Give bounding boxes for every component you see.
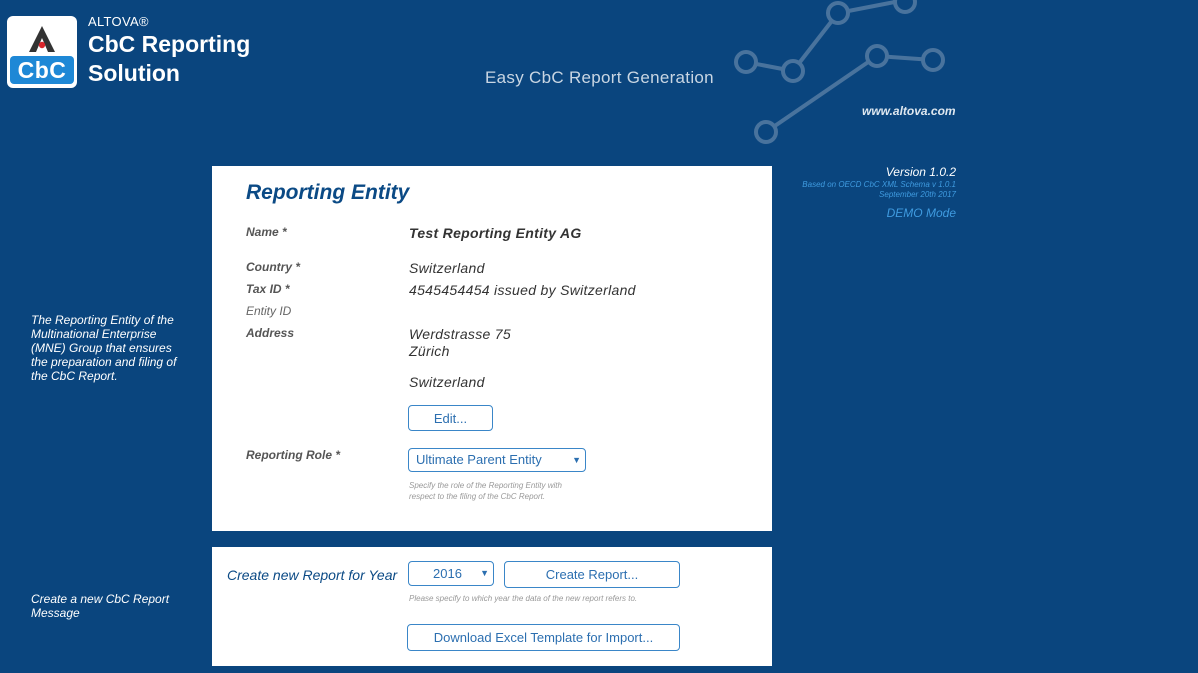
version-label: Version 1.0.2 — [885, 165, 956, 179]
brand-title-line1: CbC Reporting — [88, 31, 251, 57]
create-report-button[interactable]: Create Report... — [504, 561, 680, 588]
app-logo — [7, 16, 77, 88]
reporting-role-label: Reporting Role * — [246, 448, 341, 462]
panel-title: Reporting Entity — [246, 181, 410, 204]
country-label: Country * — [246, 260, 300, 274]
tagline: Easy CbC Report Generation — [485, 68, 714, 87]
year-label: Create new Report for Year — [227, 567, 398, 583]
year-value: 2016 — [433, 566, 462, 581]
version-info — [770, 164, 956, 220]
reporting-role-hint: Specify the role of the Reporting Entity with respect to the filing of the CbC Report. — [409, 481, 562, 501]
address-line1: Werdstrasse 75 — [409, 326, 511, 342]
country-value: Switzerland — [409, 260, 485, 276]
name-value: Test Reporting Entity AG — [409, 225, 582, 241]
entityid-label: Entity ID — [246, 304, 292, 318]
download-template-button[interactable]: Download Excel Template for Import... — [407, 624, 680, 651]
entity-side-note: The Reporting Entity of the Multinational Enterprise (MNE) Group that ensures the preparation and filing of the CbC Report. — [31, 313, 177, 383]
year-select[interactable] — [408, 561, 494, 586]
website-link[interactable]: www.altova.com — [862, 104, 956, 118]
altova-logo-icon — [7, 24, 77, 54]
brand-altova: ALTOVA® — [88, 14, 149, 29]
chevron-down-icon: ▼ — [572, 455, 581, 465]
report-side-note: Create a new CbC Report Message — [31, 592, 170, 620]
demo-mode-label: DEMO Mode — [886, 206, 956, 220]
brand-title-line2: Solution — [88, 60, 180, 86]
reporting-entity-panel — [212, 166, 772, 531]
reporting-role-value: Ultimate Parent Entity — [416, 452, 542, 467]
name-label: Name * — [246, 225, 287, 239]
schema-note-line2: September 20th 2017 — [879, 190, 956, 199]
chevron-down-icon: ▼ — [480, 568, 489, 578]
taxid-value: 4545454454 issued by Switzerland — [409, 282, 636, 298]
address-label: Address — [246, 326, 295, 340]
network-graphic-icon — [720, 0, 980, 150]
brand — [88, 14, 308, 88]
year-hint: Please specify to which year the data of the new report refers to. — [409, 594, 638, 603]
reporting-role-select[interactable] — [408, 448, 586, 472]
schema-note-line1: Based on OECD CbC XML Schema v 1.0.1 — [802, 180, 956, 189]
address-line2: Zürich — [409, 343, 450, 359]
taxid-label: Tax ID * — [246, 282, 290, 296]
address-country: Switzerland — [409, 374, 485, 390]
edit-button[interactable]: Edit... — [408, 405, 493, 431]
create-report-panel — [212, 547, 772, 666]
logo-cbc-text: CbC — [10, 56, 74, 84]
